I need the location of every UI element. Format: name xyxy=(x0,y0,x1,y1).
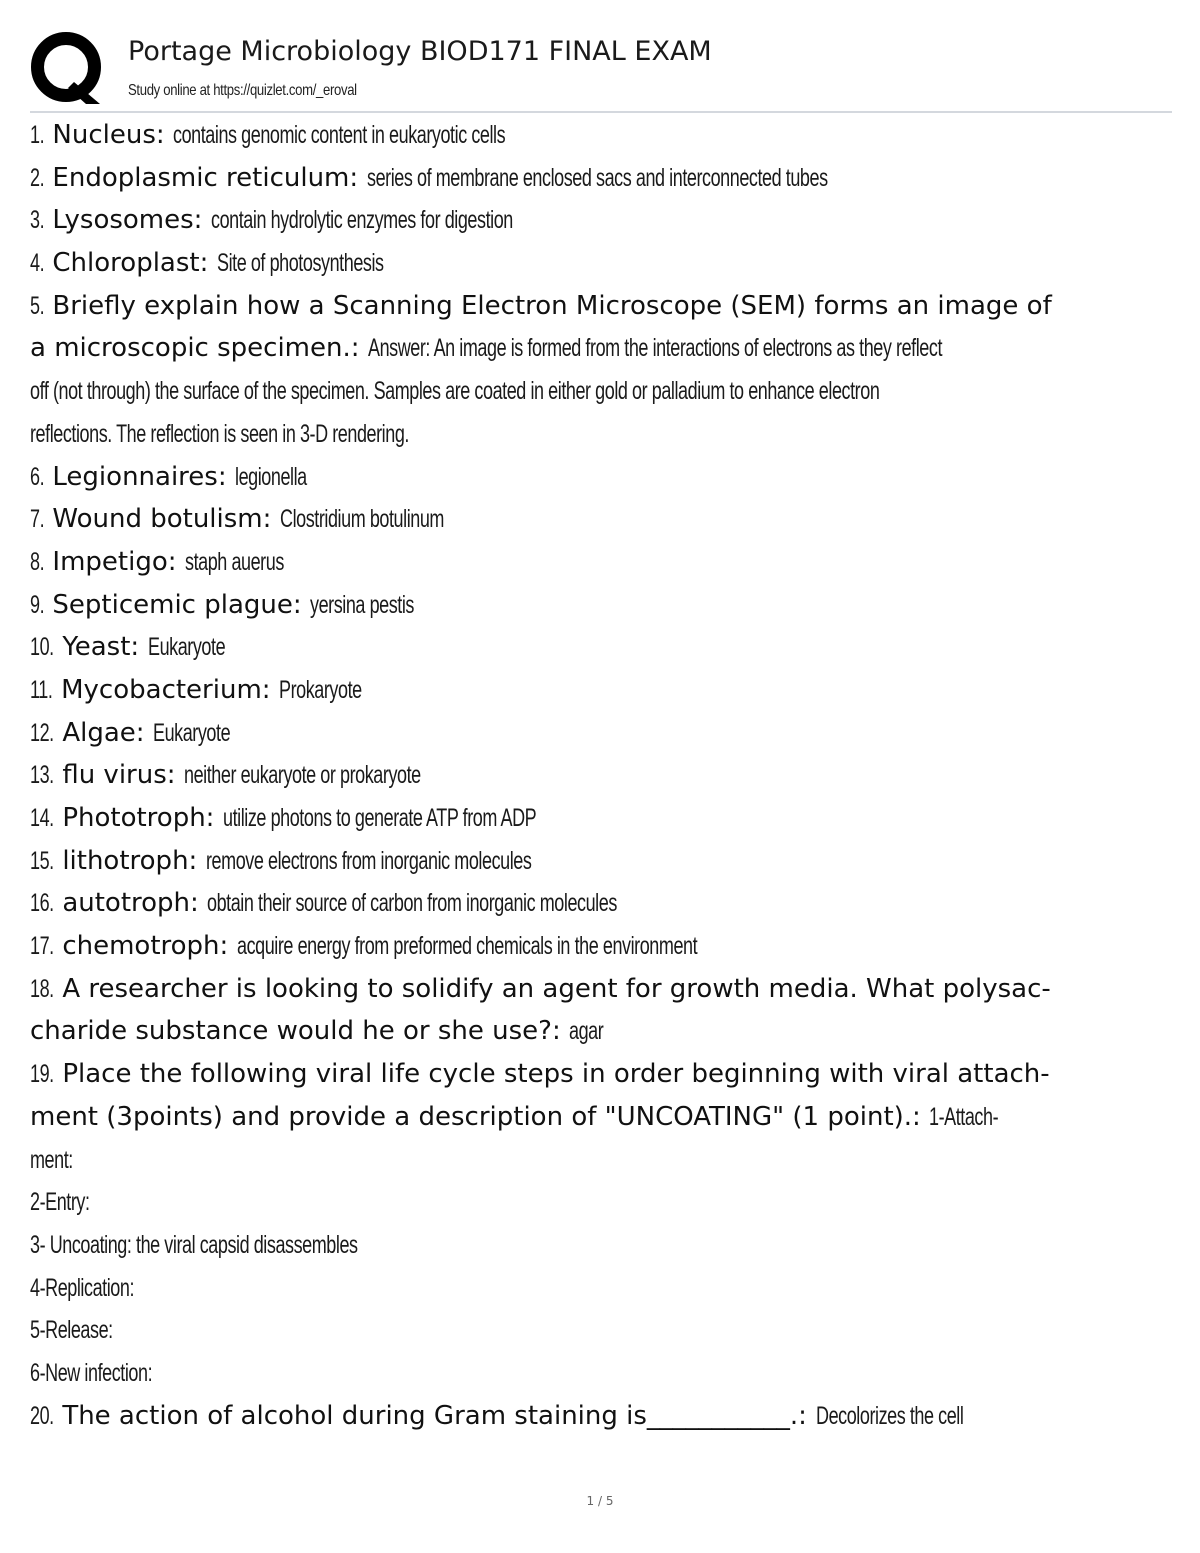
card-6 xyxy=(30,456,1170,499)
card-5 xyxy=(30,285,1170,328)
card-definition: Site of photosynthesis xyxy=(216,249,384,278)
card-term: Lysosomes: xyxy=(52,205,203,236)
card-number: 14. xyxy=(30,804,54,832)
card-definition: yersina pestis xyxy=(310,590,415,619)
card-definition: Prokaryote xyxy=(279,675,362,704)
card-19-cont xyxy=(30,1181,1170,1224)
card-1 xyxy=(30,114,1170,157)
card-term: Legionnaires: xyxy=(52,461,227,492)
card-term-line: Place the following viral life cycle steps in order beginning with viral attach- xyxy=(62,1059,1050,1090)
card-term-line: A researcher is looking to solidify an agent for growth media. What polysac- xyxy=(62,973,1051,1004)
card-number: 7. xyxy=(30,505,45,534)
card-19-cont xyxy=(30,1352,1170,1395)
card-definition: Decolorizes the cell xyxy=(815,1401,963,1430)
card-16 xyxy=(30,882,1170,925)
card-definition: obtain their source of carbon from inorganic molecules xyxy=(207,889,618,918)
card-10 xyxy=(30,626,1170,669)
card-term: autotroph: xyxy=(62,888,199,919)
card-term: The action of alcohol during Gram staining is___________.: xyxy=(62,1400,807,1431)
card-definition: agar xyxy=(569,1017,604,1046)
card-term: Wound botulism: xyxy=(52,504,272,535)
card-term: lithotroph: xyxy=(62,845,198,876)
card-definition: contains genomic content in eukaryotic cells xyxy=(173,121,506,149)
card-19-cont xyxy=(30,1224,1170,1267)
card-term: Septicemic plague: xyxy=(52,589,302,620)
card-number: 6. xyxy=(30,462,45,491)
card-term: Phototroph: xyxy=(62,803,215,833)
card-definition: Clostridium botulinum xyxy=(279,505,444,534)
card-definition-line: 4-Replication: xyxy=(30,1273,135,1302)
card-15 xyxy=(30,840,1170,883)
card-term: Algae: xyxy=(62,717,145,748)
card-term-line: charide substance would he or she use?: xyxy=(30,1016,561,1047)
card-definition-line: 5-Release: xyxy=(30,1316,113,1345)
card-9 xyxy=(30,584,1170,627)
card-19-cont xyxy=(30,1096,1170,1139)
page-title: Portage Microbiology BIOD171 FINAL EXAM xyxy=(128,36,712,67)
card-14 xyxy=(30,797,1170,840)
card-definition: neither eukaryote or prokaryote xyxy=(184,761,421,790)
card-term: Nucleus: xyxy=(52,120,165,150)
card-definition: series of membrane enclosed sacs and interconnected tubes xyxy=(366,163,828,192)
card-19-cont xyxy=(30,1309,1170,1352)
card-number: 18. xyxy=(30,974,54,1003)
card-8 xyxy=(30,541,1170,584)
card-20 xyxy=(30,1395,1170,1438)
card-12 xyxy=(30,712,1170,755)
card-4 xyxy=(30,242,1170,285)
card-definition: legionella xyxy=(235,462,307,491)
card-7 xyxy=(30,498,1170,541)
card-term: Endoplasmic reticulum: xyxy=(52,162,359,193)
card-definition-line: Answer: An image is formed from the interactions of electrons as they reflect xyxy=(368,334,943,363)
card-number: 4. xyxy=(30,249,45,278)
card-5-cont xyxy=(30,370,1170,413)
card-5-cont xyxy=(30,413,1170,456)
card-definition-line: 6-New infection: xyxy=(30,1358,153,1387)
card-18 xyxy=(30,968,1170,1011)
card-3 xyxy=(30,199,1170,242)
card-definition-line: 2-Entry: xyxy=(30,1188,90,1217)
card-number: 5. xyxy=(30,291,45,320)
flashcard-list xyxy=(30,114,1170,1437)
card-definition: contain hydrolytic enzymes for digestion xyxy=(211,206,513,235)
card-5-cont xyxy=(30,327,1170,370)
card-13 xyxy=(30,754,1170,797)
card-definition: Eukaryote xyxy=(153,718,231,747)
card-number: 8. xyxy=(30,547,45,576)
header-divider xyxy=(30,111,1172,113)
card-number: 16. xyxy=(30,889,54,918)
card-19 xyxy=(30,1053,1170,1096)
card-definition: Eukaryote xyxy=(147,633,225,662)
card-term: chemotroph: xyxy=(62,931,229,962)
page-number: 1 / 5 xyxy=(586,1494,614,1508)
card-number: 1. xyxy=(30,121,45,149)
card-term: Chloroplast: xyxy=(52,248,209,279)
card-number: 10. xyxy=(30,633,54,662)
card-definition-line: 3- Uncoating: the viral capsid disassembles xyxy=(30,1230,358,1259)
header xyxy=(30,30,1172,114)
card-2 xyxy=(30,157,1170,200)
card-term: Yeast: xyxy=(62,632,140,663)
card-number: 13. xyxy=(30,761,54,790)
study-online-link-text[interactable]: Study online at https://quizlet.com/_eroval xyxy=(128,82,357,99)
card-definition-line: reflections. The reflection is seen in 3-D rendering. xyxy=(30,419,409,448)
card-term-line: ment (3points) and provide a description of "UNCOATING" (1 point).: xyxy=(30,1101,921,1132)
card-number: 15. xyxy=(30,846,54,875)
card-number: 3. xyxy=(30,206,45,235)
card-number: 2. xyxy=(30,163,45,192)
card-definition: remove electrons from inorganic molecules xyxy=(205,846,532,875)
card-definition-line: off (not through) the surface of the specimen. Samples are coated in either gold or palladium to enhance electron xyxy=(30,377,880,406)
card-19-cont xyxy=(30,1267,1170,1310)
card-term: Impetigo: xyxy=(52,546,177,577)
quizlet-logo-icon xyxy=(30,30,106,106)
card-term-line: a microscopic specimen.: xyxy=(30,333,360,364)
card-number: 12. xyxy=(30,718,54,747)
card-definition-line: 1-Attach- xyxy=(929,1102,999,1131)
card-number: 17. xyxy=(30,932,54,961)
card-number: 11. xyxy=(30,675,53,704)
card-17 xyxy=(30,925,1170,968)
card-term-line: Briefly explain how a Scanning Electron Microscope (SEM) forms an image of xyxy=(52,290,1052,321)
card-19-cont xyxy=(30,1139,1170,1182)
card-number: 19. xyxy=(30,1060,54,1089)
card-11 xyxy=(30,669,1170,712)
card-term: Mycobacterium: xyxy=(61,674,271,705)
card-definition: acquire energy from preformed chemicals in the environment xyxy=(236,932,698,961)
card-definition: utilize photons to generate ATP from ADP xyxy=(223,804,537,832)
card-term: flu virus: xyxy=(62,760,176,791)
card-definition-line: ment: xyxy=(30,1145,73,1174)
card-18-cont xyxy=(30,1010,1170,1053)
card-definition: staph auerus xyxy=(185,547,284,576)
card-number: 9. xyxy=(30,590,45,619)
card-number: 20. xyxy=(30,1401,54,1430)
